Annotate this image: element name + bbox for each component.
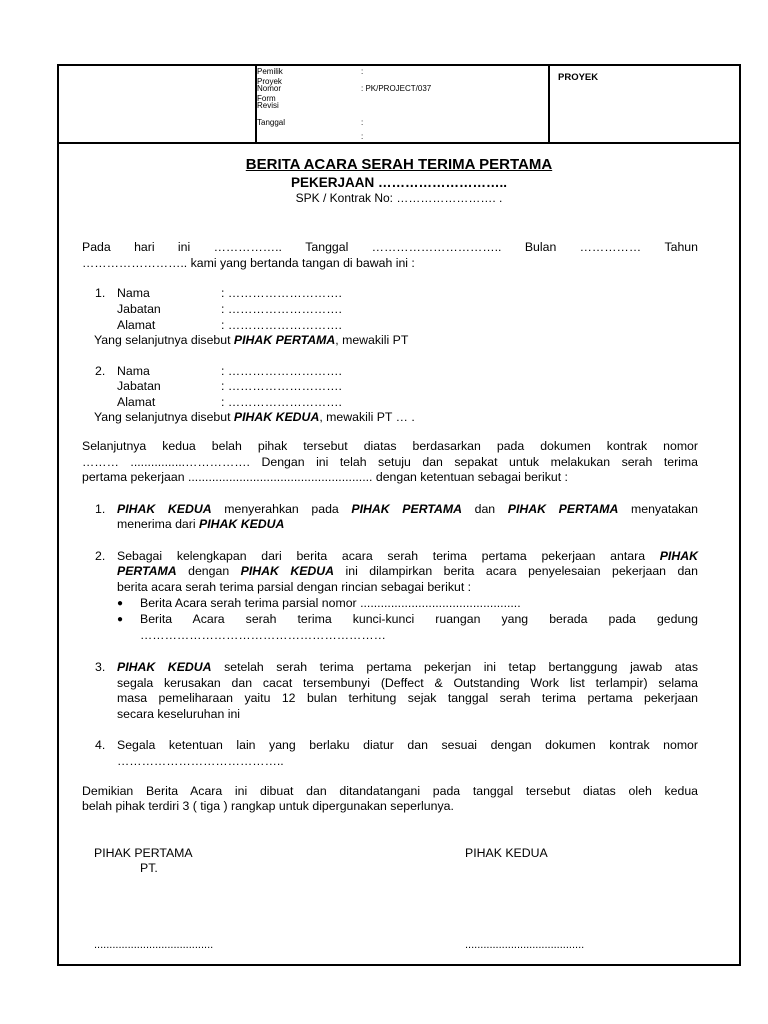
contract-paragraph-line-2: ……… ................……………. Dengan ini telah setuju dan sepakat untuk melakukan serah terima: [82, 455, 698, 469]
intro-word: ini: [177, 240, 191, 254]
item-text: dengan: [176, 564, 241, 578]
intro-word: Tanggal: [305, 240, 349, 254]
item-text: menerima dari: [117, 517, 200, 531]
item4-line-2: …………………………………..: [117, 754, 284, 768]
party1-name-value: : ……………………….: [221, 286, 342, 300]
item3-line-4: secara keseluruhan ini: [117, 707, 241, 721]
party2-number: 2.: [95, 364, 106, 378]
item1-line-1: [117, 502, 698, 518]
item-text: ini dilampirkan berita acara penyelesaian pekerjaan dan: [334, 564, 698, 578]
spk-contract-number: SPK / Kontrak No: ……………………. .: [295, 191, 503, 205]
party1-name-label: Nama: [117, 286, 150, 300]
item-text: dan: [461, 502, 508, 516]
item1-number: 1.: [95, 502, 106, 516]
document-frame: [57, 64, 741, 966]
item1-line-2: [117, 517, 284, 533]
item-text: menyerahkan pada: [211, 502, 352, 516]
item2-bullet-2-line-2: ……………………………………………………: [140, 628, 386, 642]
party2-address-value: : ……………………….: [221, 395, 342, 409]
party-role: PIHAK PERTAMA: [351, 502, 462, 516]
party2-position-value: : ……………………….: [221, 379, 342, 393]
form-header: [59, 66, 739, 144]
closing-line-2: belah pihak terdiri 3 ( tiga ) rangkap untuk dipergunakan seperlunya.: [82, 799, 454, 813]
item3-line-2: segala kerusakan dan cacat tersembunyi (Deffect & Outstanding Work list terlampir) selama: [117, 676, 698, 690]
contract-paragraph-line-1: Selanjutnya kedua belah pihak tersebut diatas berdasarkan pada dokumen kontrak nomor: [82, 439, 698, 453]
intro-word: hari: [134, 240, 155, 254]
item2-bullet-2: Berita Acara serah terima kunci-kunci ruangan yang berada pada gedung: [140, 612, 698, 626]
intro-word: Pada: [82, 240, 111, 254]
signature-right-line: .......................................: [465, 939, 585, 951]
party2-name-label: Nama: [117, 364, 150, 378]
signature-right-label: PIHAK KEDUA: [465, 846, 548, 860]
header-value: :: [361, 67, 364, 76]
item2-line-2: [117, 564, 698, 580]
bullet-icon: ●: [117, 614, 124, 625]
party-role: PIHAK KEDUA: [117, 502, 212, 516]
header-value: :: [361, 132, 364, 141]
header-label: Revisi: [257, 101, 279, 110]
party1-position-label: Jabatan: [117, 302, 161, 316]
party2-position-label: Jabatan: [117, 379, 161, 393]
party2-name-value: : ……………………….: [221, 364, 342, 378]
party-role: PIHAK KEDUA: [240, 564, 335, 578]
intro-line-2: …………………….. kami yang bertanda tangan di bawah ini :: [82, 256, 415, 270]
item-text: setelah serah terima pertama pekerjan ini tetap bertanggung jawab atas: [211, 660, 698, 674]
proyek-label: PROYEK: [558, 72, 599, 83]
intro-line-1: [82, 240, 698, 256]
party-role: PIHAK KEDUA: [199, 517, 285, 531]
header-value: :: [361, 118, 364, 127]
party-role: PIHAK KEDUA: [233, 410, 320, 424]
statement-text: Yang selanjutnya disebut: [94, 333, 234, 347]
party1-address-value: : ……………………….: [221, 318, 342, 332]
party2-address-label: Alamat: [117, 395, 156, 409]
party-role: PIHAK PERTAMA: [233, 333, 336, 347]
item3-number: 3.: [95, 660, 106, 674]
party1-position-value: : ……………………….: [221, 302, 342, 316]
party1-statement: [94, 333, 408, 349]
party1-number: 1.: [95, 286, 106, 300]
item4-line-1: Segala ketentuan lain yang berlaku diatur dan sesuai dengan dokumen kontrak nomor: [117, 738, 698, 752]
header-label: Tanggal: [257, 118, 286, 127]
statement-text: , mewakili PT: [335, 333, 409, 347]
item2-bullet-1: Berita Acara serah terima parsial nomor ...............................................: [140, 596, 521, 610]
item3-line-3: masa pemeliharaan yaitu 12 bulan terhitung sejak tanggal serah terima pertama pekerjaan: [117, 691, 698, 705]
signature-left-label: PIHAK PERTAMA: [94, 846, 193, 860]
header-logo-cell: [59, 66, 257, 142]
header-project-cell: [548, 66, 741, 142]
party-role: PERTAMA: [117, 564, 177, 578]
statement-text: Yang selanjutnya disebut: [94, 410, 234, 424]
party-role: PIHAK KEDUA: [117, 660, 212, 674]
signature-left-company: PT.: [140, 861, 158, 875]
contract-paragraph-line-3: pertama pekerjaan ...................................................... dengan ketentuan sebagai berikut :: [82, 470, 568, 484]
party-role: PIHAK PERTAMA: [507, 502, 619, 516]
item2-line-1: [117, 549, 698, 565]
header-value: : PK/PROJECT/037: [361, 84, 432, 93]
statement-text: , mewakili PT … .: [319, 410, 415, 424]
item-text: Sebagai kelengkapan dari berita acara serah terima pertama pekerjaan antara: [117, 549, 660, 563]
intro-word: Tahun: [664, 240, 698, 254]
bullet-icon: ●: [117, 598, 124, 609]
item2-line-3: berita acara serah terima parsial dengan rincian sebagai berikut :: [117, 580, 472, 594]
signature-left-line: .......................................: [94, 939, 214, 951]
intro-blank-month: ……………: [579, 240, 642, 254]
party2-statement: [94, 410, 415, 426]
document-subtitle: PEKERJAAN ………………………..: [290, 175, 508, 190]
intro-word: Bulan: [524, 240, 557, 254]
header-label: Nomor Form: [257, 84, 282, 103]
item-text: menyatakan: [618, 502, 698, 516]
intro-blank-day: ……………..: [213, 240, 282, 254]
item3-line-1: [117, 660, 698, 676]
document-title: BERITA ACARA SERAH TERIMA PERTAMA: [245, 156, 553, 173]
party1-address-label: Alamat: [117, 318, 156, 332]
closing-line-1: Demikian Berita Acara ini dibuat dan ditandatangani pada tanggal tersebut diatas oleh kedua: [82, 784, 698, 798]
intro-blank-date: …………………………..: [371, 240, 502, 254]
party-role: PIHAK: [659, 549, 698, 563]
header-label: Pemilik Proyek: [257, 67, 283, 86]
item4-number: 4.: [95, 738, 106, 752]
item2-number: 2.: [95, 549, 106, 563]
